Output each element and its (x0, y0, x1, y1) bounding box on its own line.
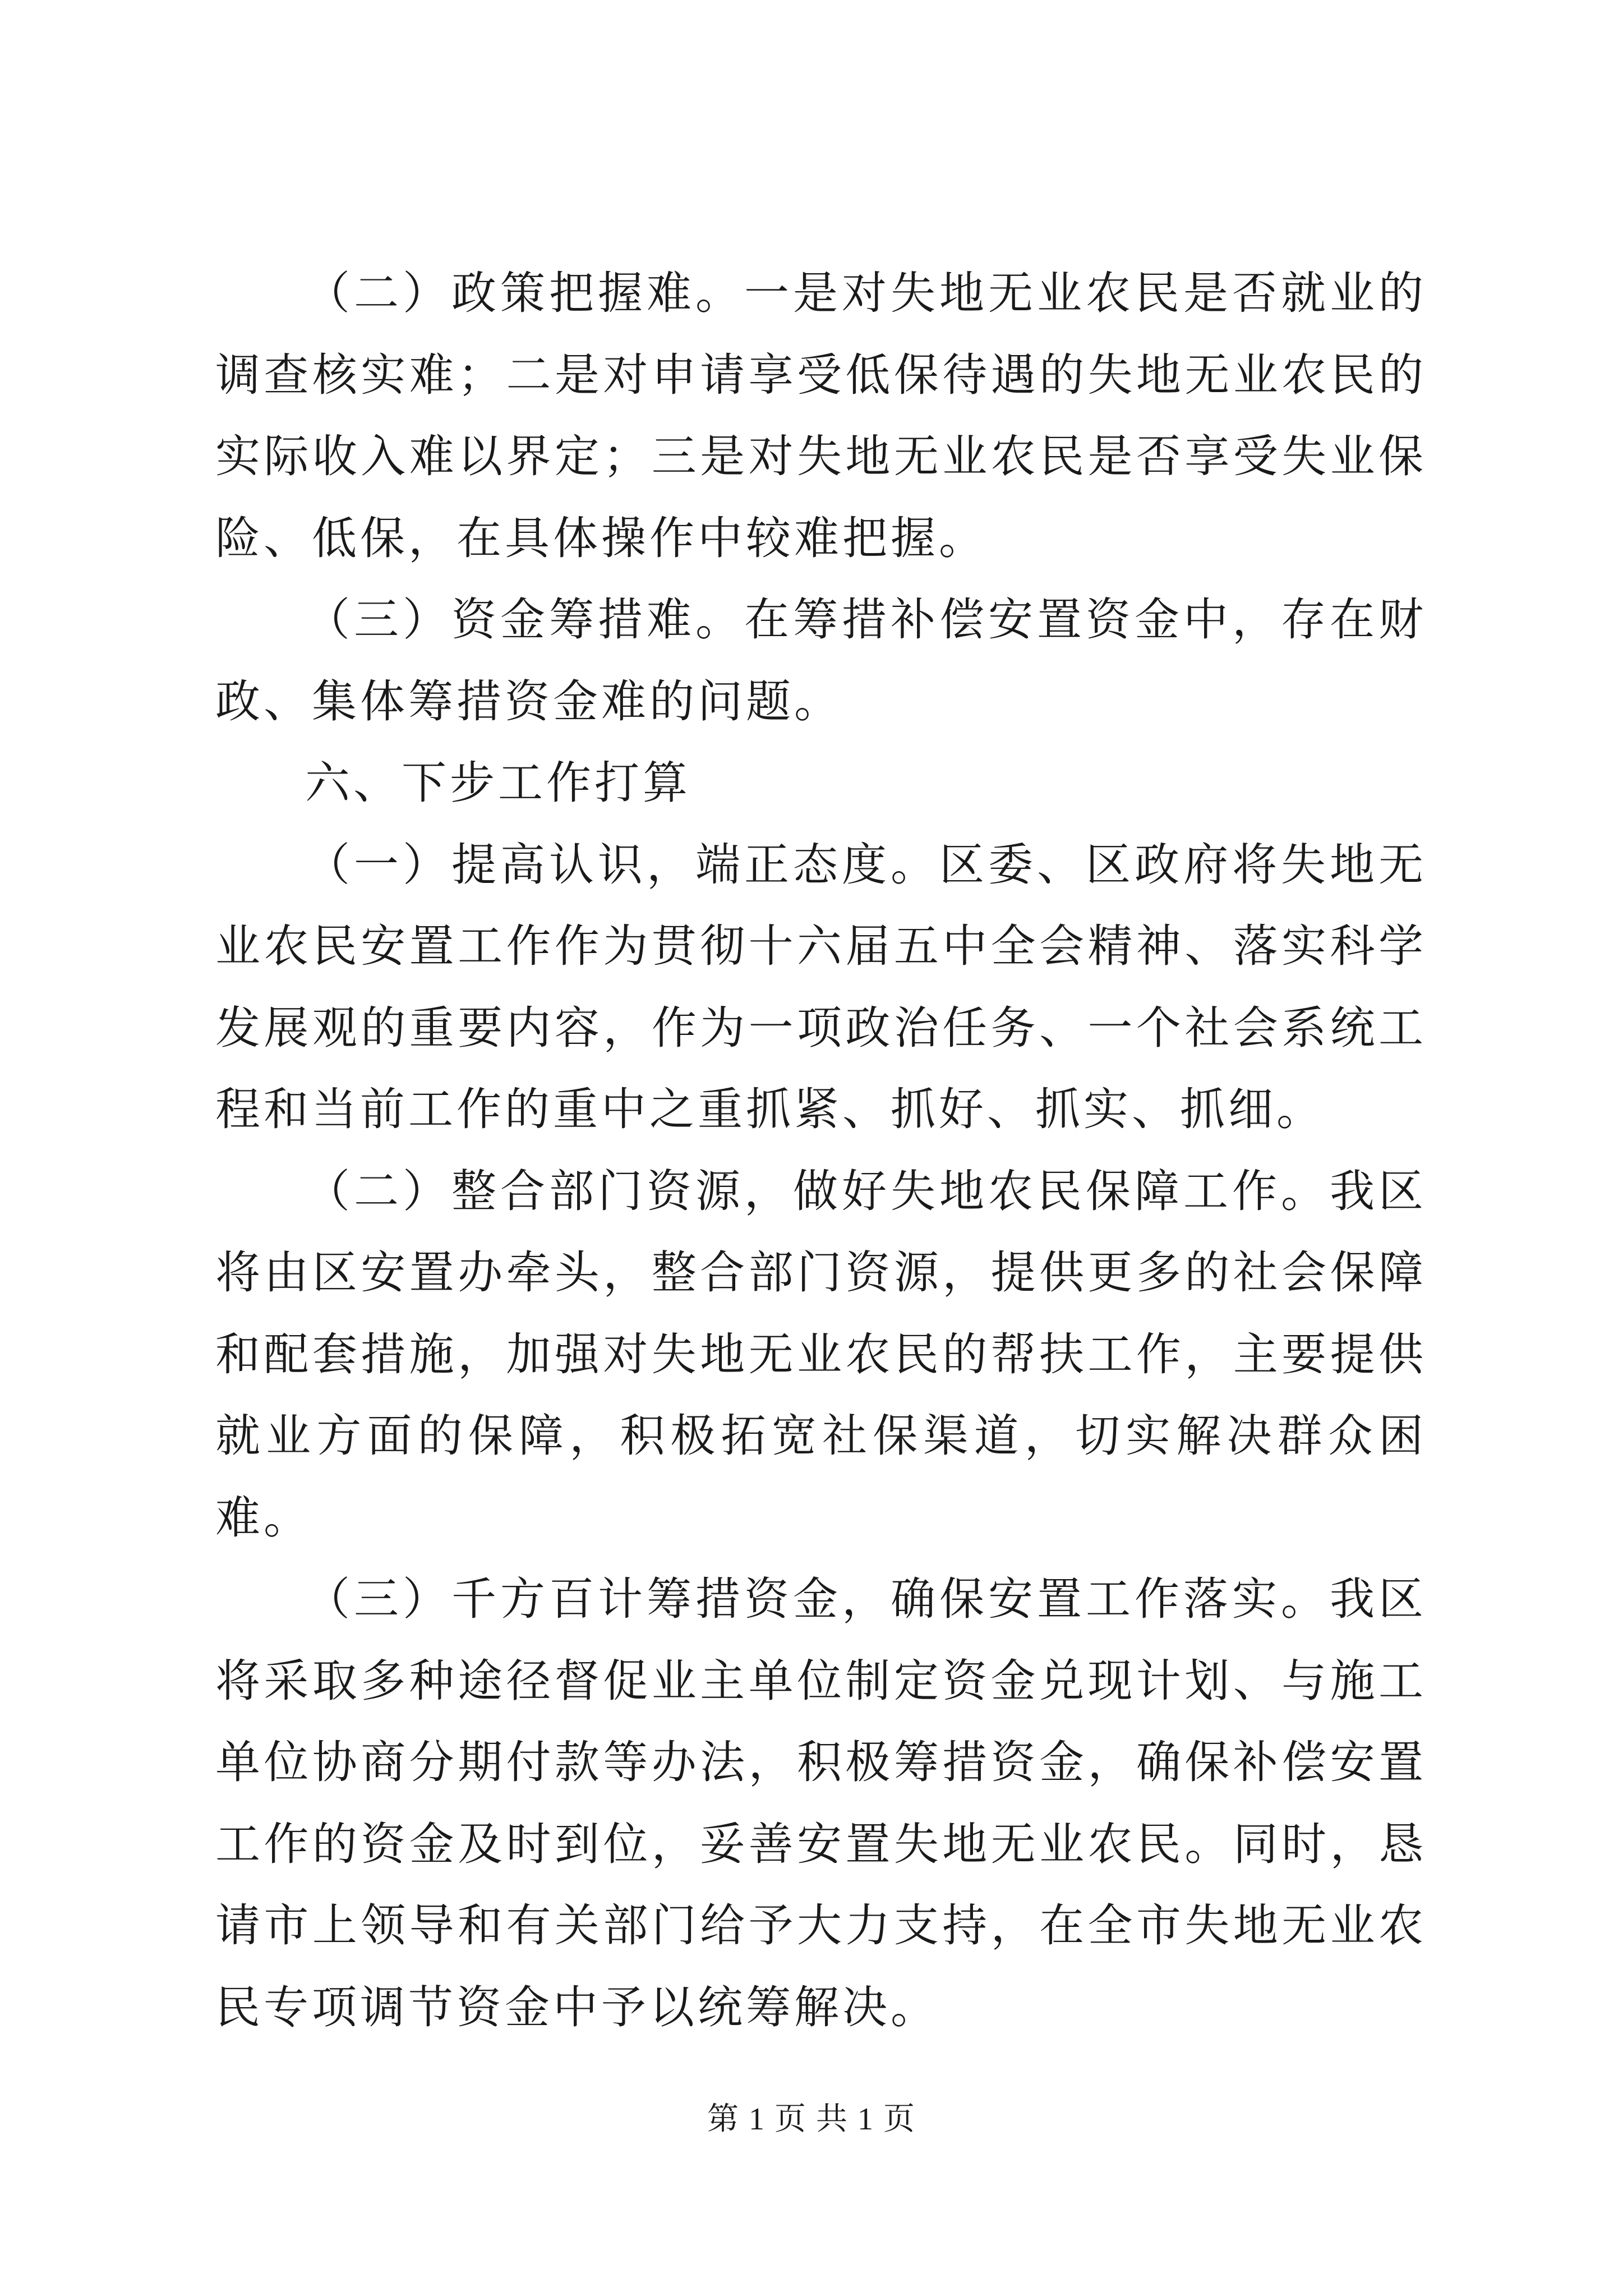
page-number-footer: 第 1 页 共 1 页 (707, 2102, 916, 2137)
section-heading-next-steps: 六、下步工作打算 (305, 757, 691, 809)
paragraph-raise-awareness: （一）提高认识，端正态度。区委、区政府将失地无业农民安置工作作为贯彻十六届五中全会精神、落实科学发展观的重要内容，作为一项政治任务、一个社会系统工程和当前工作的重中之重抓紧、抓好、抓实、抓细。 (215, 838, 1427, 1135)
paragraph-funding-difficulty: （三）资金筹措难。在筹措补偿安置资金中，存在财政、集体筹措资金难的问题。 (215, 593, 1427, 728)
paragraph-integrate-resources: （二）整合部门资源，做好失地农民保障工作。我区将由区安置办牵头，整合部门资源，提供更多的社会保障和配套措施，加强对失地无业农民的帮扶工作，主要提供就业方面的保障，积极拓宽社保渠道，切实解决群众困难。 (215, 1165, 1427, 1544)
document-body (215, 252, 1427, 2048)
paragraph-raise-funds: （三）千方百计筹措资金，确保安置工作落实。我区将采取多种途径督促业主单位制定资金兑现计划、与施工单位协商分期付款等办法，积极筹措资金，确保补偿安置工作的资金及时到位，妥善安置失地无业农民。同时，恳请市上领导和有关部门给予大力支持，在全市失地无业农民专项调节资金中予以统筹解决。 (215, 1573, 1427, 2033)
paragraph-policy-difficulty: （二）政策把握难。一是对失地无业农民是否就业的调查核实难；二是对申请享受低保待遇的失地无业农民的实际收入难以界定；三是对失地无业农民是否享受失业保险、低保，在具体操作中较难把握。 (215, 267, 1427, 564)
